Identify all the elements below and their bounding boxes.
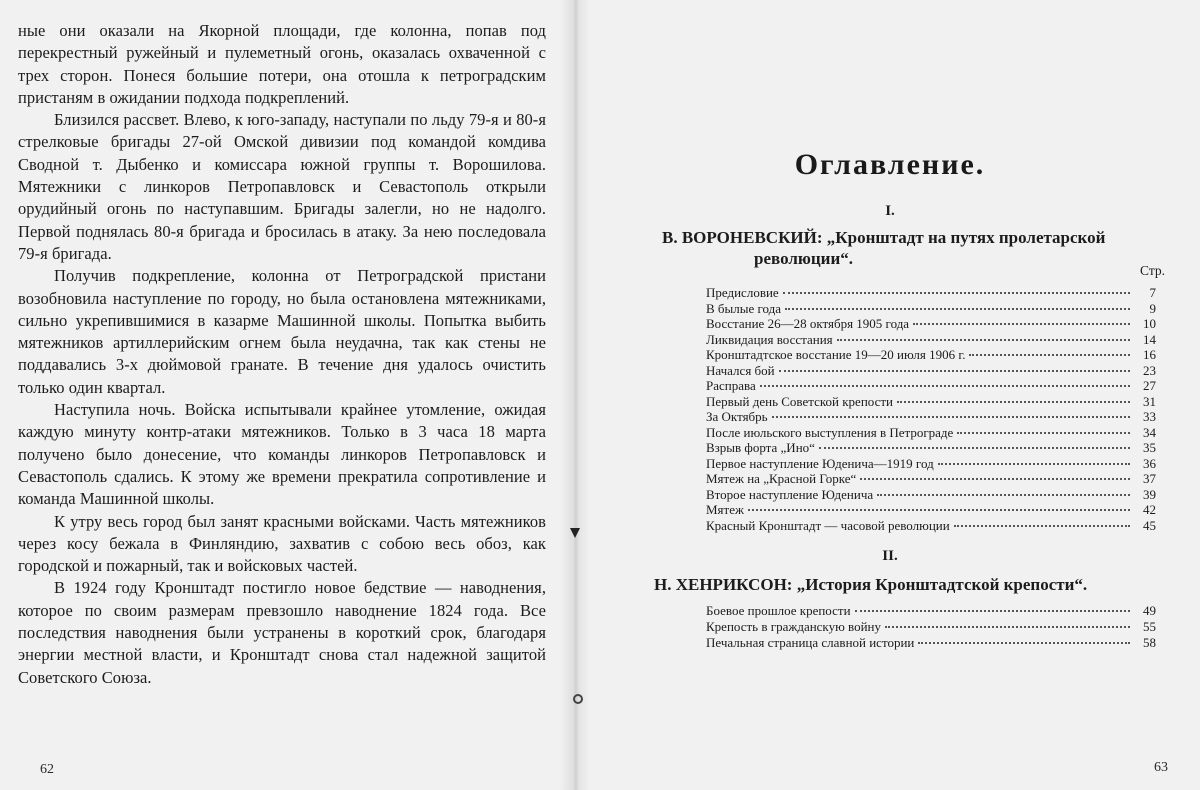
toc-entry [706, 301, 1156, 317]
toc-list-part1 [706, 285, 1156, 533]
toc-entry-page: 23 [1143, 362, 1156, 378]
toc-entry-title: Мятеж [706, 502, 744, 517]
toc-entry [706, 502, 1156, 518]
toc-entry [706, 378, 1156, 394]
toc-entry [706, 619, 1156, 635]
part1-title: „Кронштадт на путях пролетарской [826, 228, 1106, 247]
toc-entry-title: После июльского выступления в Петрограде [706, 424, 954, 440]
part1-title-cont: революции“. [754, 249, 854, 268]
part-numeral-2: II. [882, 548, 898, 564]
toc-entry-title: Начался бой [706, 362, 775, 378]
toc-entry [706, 316, 1156, 332]
toc-entry-page: 33 [1143, 409, 1156, 424]
toc-leader-dots [772, 416, 1130, 418]
toc-entry-page: 7 [1149, 285, 1156, 300]
toc-entry-title: Крепость в гражданскую войну [706, 619, 881, 634]
toc-leader-dots [918, 642, 1130, 644]
toc-entry-page: 58 [1143, 635, 1156, 650]
toc-leader-dots [913, 323, 1130, 325]
toc-entry [706, 635, 1156, 651]
toc-entry [706, 487, 1156, 503]
toc-entry-title: В былые года [706, 300, 782, 316]
toc-entry-page: 10 [1143, 316, 1156, 331]
toc-entry-page: 36 [1143, 455, 1156, 471]
toc-entry-page: 45 [1143, 517, 1156, 533]
part2-author: Н. ХЕНРИКСОН: [654, 575, 793, 594]
toc-entry-title: Ликвидация восстания [706, 331, 833, 347]
toc-entry-title: Первое наступление Юденича—1919 год [706, 455, 934, 471]
toc-leader-dots [897, 401, 1130, 403]
toc-title: Оглавление. [794, 148, 986, 181]
page-column-label: Стр. [1140, 263, 1166, 278]
toc-leader-dots [969, 354, 1130, 356]
toc-leader-dots [819, 447, 1130, 449]
toc-entry-page: 49 [1143, 603, 1156, 618]
toc-entry [706, 394, 1156, 410]
toc-entry [706, 603, 1156, 619]
toc-leader-dots [957, 432, 1130, 434]
paragraph: Получив подкрепление, колонна от Петроградской пристани возобновила наступление по городу, но была остановлена мятежниками, сильно укрепившимися в казарме Машинной школы. Попытка выбить мятежников артиллерийским огнем была неудачна, так как стены не поддавались 3-х дюймовой гранате. В течение дня удалось очистить только один квартал. [18, 266, 546, 397]
toc-entry-title: Печальная страница славной истории [706, 635, 915, 650]
toc-leader-dots [748, 509, 1130, 511]
left-page-text [18, 20, 546, 689]
toc-leader-dots [954, 525, 1130, 527]
toc-leader-dots [779, 370, 1130, 372]
page-number-right: 63 [1154, 760, 1168, 775]
toc-entry [706, 347, 1156, 363]
paragraph: В 1924 году Кронштадт постигло новое бедствие — наводнения, которое по своим размерам превзошло наводнение 1824 года. Все последствия наводнения были устранены в короткий срок, благодаря энергии местной власти, и Кронштадт снова стал надежной защитой Советского Союза. [18, 578, 546, 687]
toc-entry-page: 55 [1143, 619, 1156, 634]
toc-leader-dots [938, 463, 1130, 465]
toc-leader-dots [783, 292, 1130, 294]
toc-leader-dots [877, 494, 1130, 496]
toc-entry-page: 34 [1143, 424, 1156, 440]
toc-entry [706, 471, 1156, 487]
paragraph: ные они оказали на Якорной площади, где колонна, попав под перекрестный ружейный и пулеметный огонь, оказалась охваченной с трех сторон. Понеся большие потери, она отошла к петроградским пристаням в ожидании подхода подкреплений. [18, 21, 546, 107]
toc-entry-page: 39 [1143, 486, 1156, 502]
toc-entry-page: 9 [1149, 300, 1156, 316]
paragraph: Наступила ночь. Войска испытывали крайнее утомление, ожидая каждую минуту контр-атаки мятежников. Только в 3 часа 18 марта получено было донесение, что команды линкоров Петропавловск и Севастополь сдались. К этому же времени прекратила сопротивление и команда Машинной школы. [18, 400, 546, 509]
toc-entry [706, 518, 1156, 534]
toc-entry-page: 16 [1143, 347, 1156, 362]
toc-leader-dots [885, 626, 1130, 628]
page-number-left: 62 [40, 762, 54, 777]
part2-heading [654, 574, 1184, 595]
toc-leader-dots [860, 478, 1130, 480]
toc-entry-title: За Октябрь [706, 409, 768, 424]
part-numeral-1: I. [885, 203, 895, 219]
toc-entry [706, 285, 1156, 301]
toc-entry-title: Второе наступление Юденича [706, 486, 874, 502]
toc-entry [706, 456, 1156, 472]
toc-entry-title: Боевое прошлое крепости [706, 603, 851, 618]
toc-entry-title: Взрыв форта „Ино“ [706, 440, 815, 455]
toc-entry [706, 363, 1156, 379]
toc-entry-title: Восстание 26—28 октября 1905 года [706, 316, 910, 331]
toc-entry-page: 14 [1143, 331, 1156, 347]
toc-entry-title: Кронштадтское восстание 19—20 июля 1906 г. [706, 347, 966, 362]
toc-entry-title: Мятеж на „Красной Горке“ [706, 471, 857, 486]
toc-entry [706, 425, 1156, 441]
toc-entry-page: 37 [1143, 471, 1156, 486]
toc-entry-page: 31 [1143, 393, 1156, 409]
toc-entry [706, 409, 1156, 425]
toc-entry-title: Первый день Советской крепости [706, 393, 894, 409]
paragraph: К утру весь город был занят красными войсками. Часть мятежников через косу бежала в Финляндию, захватив с собою весь обоз, как городской и пожарный, так и войсковых частей. [18, 511, 546, 576]
toc-leader-dots [760, 385, 1130, 387]
toc-entry [706, 440, 1156, 456]
paragraph: Близился рассвет. Влево, к юго-западу, наступали по льду 79-я и 80-я стрелковые бригады 27-ой Омской дивизии под командой комдива Сводной т. Дыбенко и комиссара южной группы т. Ворошилова. Мятежники с линкоров Петропавловск и Севастополь открыли орудийный огонь по наступавшим. Бригады залегли, но не надолго. Первой поднялась 80-я бригада и бросилась в атаку. За нею последовала 79-я бригада. [18, 110, 546, 263]
part2-title: „История Кронштадтской крепости“. [796, 575, 1088, 594]
toc-list-part2 [706, 603, 1156, 651]
toc-entry-page: 42 [1143, 502, 1156, 517]
part1-heading [662, 227, 1182, 269]
toc-entry [706, 332, 1156, 348]
right-page [580, 0, 1200, 790]
toc-leader-dots [837, 339, 1130, 341]
toc-leader-dots [855, 610, 1130, 612]
toc-entry-page: 27 [1143, 378, 1156, 393]
left-page [0, 0, 580, 790]
part1-author: В. ВОРОНЕВСКИЙ: [662, 228, 823, 247]
toc-entry-page: 35 [1143, 440, 1156, 455]
toc-entry-title: Предисловие [706, 285, 779, 300]
toc-leader-dots [785, 308, 1130, 310]
toc-entry-title: Красный Кронштадт — часовой революции [706, 517, 950, 533]
toc-entry-title: Расправа [706, 378, 756, 393]
